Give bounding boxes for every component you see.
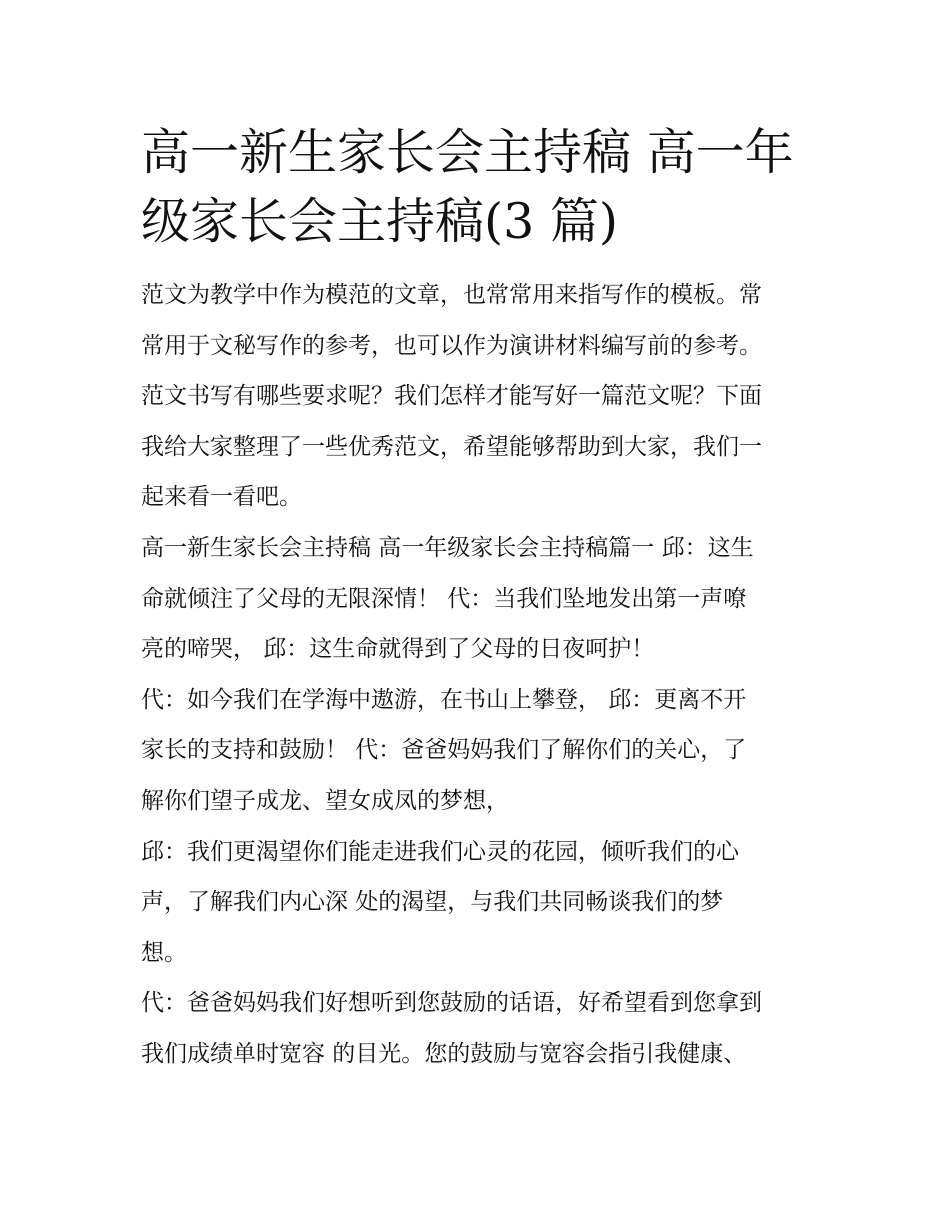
document-content: [141, 118, 813, 1080]
text-line: 我们成绩单时宽容 的目光。您的鼓励与宽容会指引我健康、: [141, 1040, 747, 1067]
document-title: [141, 118, 813, 256]
intro-paragraph: [141, 270, 813, 523]
text-line: 起来看一看吧。: [141, 484, 302, 511]
text-line: 命就倾注了父母的无限深情！ 代：当我们坠地发出第一声嘹: [141, 585, 747, 612]
text-line: 想。: [141, 939, 187, 966]
body-paragraph-4: [141, 978, 813, 1079]
text-line: 解你们望子成龙、望女成凤的梦想，: [141, 787, 509, 814]
text-line: 声，了解我们内心深 处的渴望，与我们共同畅谈我们的梦: [141, 889, 724, 916]
text-line: 邱：我们更渴望你们能走进我们心灵的花园，倾听我们的心: [141, 838, 739, 865]
text-line: 范文书写有哪些要求呢？我们怎样才能写好一篇范文呢？下面: [141, 383, 762, 410]
body-paragraph-2: [141, 675, 813, 827]
title-line-2: 级家长会主持稿(3 篇): [141, 193, 618, 250]
text-line: 亮的啼哭， 邱：这生命就得到了父母的日夜呵护！: [141, 636, 655, 663]
text-line: 代：如今我们在学海中遨游，在书山上攀登， 邱：更离不开: [141, 686, 747, 713]
text-line: 范文为教学中作为模范的文章，也常常用来指写作的模板。常: [141, 282, 762, 308]
body-paragraph-1: [141, 523, 813, 675]
text-line: 代：爸爸妈妈我们好想听到您鼓励的话语，好希望看到您拿到: [141, 990, 762, 1017]
text-line: 高一新生家长会主持稿 高一年级家长会主持稿篇一 邱：这生: [141, 534, 754, 561]
title-line-1: 高一新生家长会主持稿 高一年: [141, 124, 794, 181]
body-paragraph-3: [141, 827, 813, 979]
text-line: 家长的支持和鼓励！ 代：爸爸妈妈我们了解你们的关心，了: [141, 737, 747, 764]
text-line: 我给大家整理了一些优秀范文，希望能够帮助到大家，我们一: [141, 433, 762, 460]
text-line: 常用于文秘写作的参考，也可以作为演讲材料编写前的参考。: [141, 332, 762, 359]
